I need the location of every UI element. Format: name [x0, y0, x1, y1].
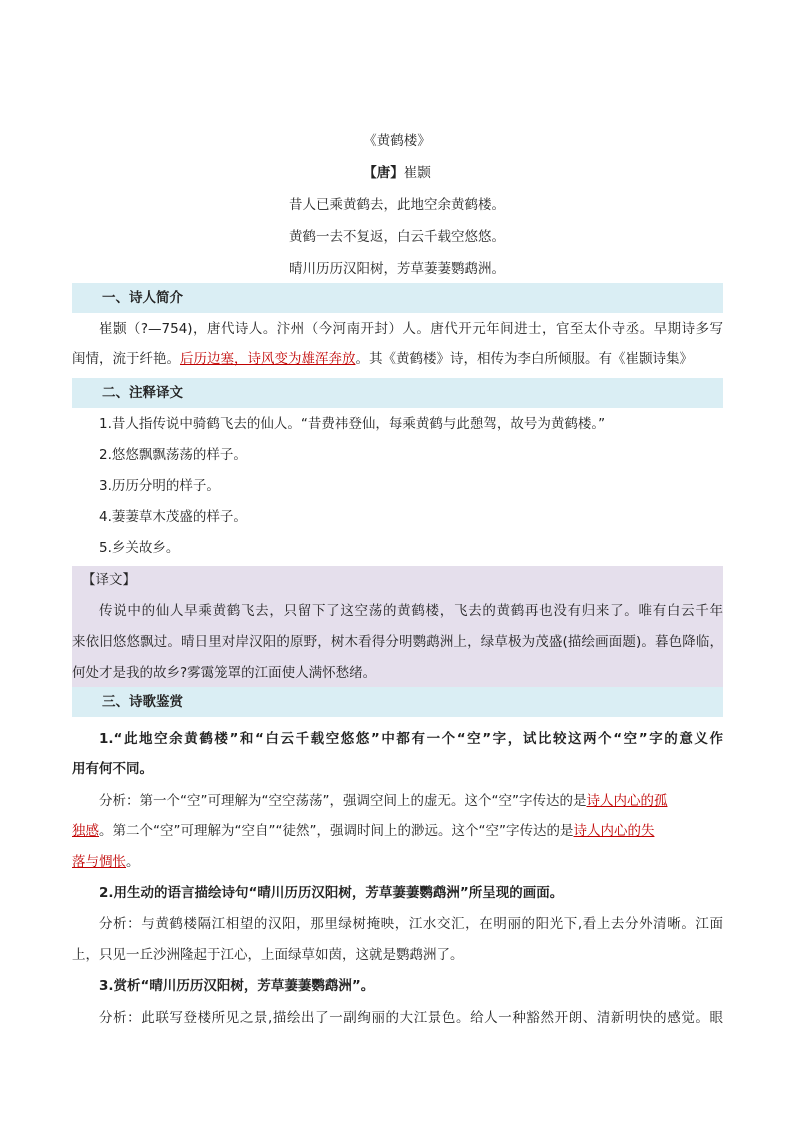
- author-name: 崔颢: [403, 165, 431, 181]
- translation-line: 来依旧悠悠飘过。晴日里对岸汉阳的原野，树木看得分明鹦鹉洲上，绿草极为茂盛(描绘画面题)。暮色降临，: [72, 634, 723, 650]
- answer-2-line: 上，只见一丘沙洲隆起于江心，上面绿草如茵，这就是鹦鹉洲了。: [72, 947, 464, 963]
- answer-1-line: 落与惆怅。: [72, 854, 140, 870]
- poet-intro-line: 崔颢（?—754)，唐代诗人。汴州（今河南开封）人。唐代开元年间进士，官至太仆寺丞。早期诗多写: [99, 321, 723, 337]
- underlined-phrase: 诗人内心的孤: [586, 793, 668, 809]
- question-3: 3.赏析“晴川历历汉阳树，芳草萋萋鹦鹉洲”。: [99, 978, 375, 994]
- poem-line: 晴川历历汉阳树，芳草萋萋鹦鹉洲。: [289, 261, 505, 277]
- translation-heading: 【译文】: [82, 572, 136, 588]
- section-heading-notes: 二、注释译文: [72, 378, 723, 408]
- note-item: 5.乡关故乡。: [99, 540, 180, 556]
- question-1-cont: 用有何不同。: [72, 761, 153, 777]
- question-2: 2.用生动的语言描绘诗句“晴川历历汉阳树，芳草萋萋鹦鹉洲”所呈现的画面。: [99, 885, 564, 901]
- answer-2-line: 分析：与黄鹤楼隔江相望的汉阳，那里绿树掩映，江水交汇，在明丽的阳光下,看上去分外清晰。江面: [99, 916, 723, 932]
- note-item: 4.萋萋草木茂盛的样子。: [99, 509, 247, 525]
- translation-line: 何处才是我的故乡?雾霭笼罩的江面使人满怀愁绪。: [72, 665, 377, 681]
- note-item: 3.历历分明的样子。: [99, 478, 220, 494]
- section-heading-poet-intro: 一、诗人简介: [72, 283, 723, 313]
- dynasty-tag: 【唐】: [363, 165, 404, 181]
- section-heading-appreciation: 三、诗歌鉴赏: [72, 687, 723, 717]
- underlined-phrase: 诗人内心的失: [573, 823, 655, 839]
- poet-intro-line: 闺情，流于纤艳。后历边塞，诗风变为雄浑奔放。其《黄鹤楼》诗，相传为李白所倾服。有《崔颢诗集》: [72, 351, 693, 367]
- poem-title: 《黄鹤楼》: [363, 133, 431, 149]
- question-1: 1.“此地空余黄鹤楼”和“白云千载空悠悠”中都有一个“空”字，试比较这两个“空”字的意义作: [99, 731, 723, 747]
- underlined-phrase: 落与惆怅: [72, 854, 126, 870]
- note-item: 1.昔人指传说中骑鹤飞去的仙人。“昔费祎登仙，每乘黄鹤与此憩驾，故号为黄鹤楼。”: [99, 416, 606, 432]
- poem-line: 昔人已乘黄鹤去，此地空余黄鹤楼。: [289, 197, 505, 213]
- poem-author: [0, 163, 794, 183]
- underlined-phrase: 独感: [72, 823, 99, 839]
- answer-3-line: 分析：此联写登楼所见之景,描绘出了一副绚丽的大江景色。给人一种豁然开朗、清新明快的感觉。眼: [99, 1010, 723, 1026]
- translation-line: 传说中的仙人早乘黄鹤飞去，只留下了这空荡的黄鹤楼，飞去的黄鹤再也没有归来了。唯有白云千年: [99, 603, 723, 619]
- poem-line: 黄鹤一去不复返，白云千载空悠悠。: [289, 229, 505, 245]
- answer-1-line: 分析：第一个“空”可理解为“空空荡荡”，强调空间上的虚无。这个“空”字传达的是诗人内心的孤: [99, 793, 668, 809]
- note-item: 2.悠悠飘飘荡荡的样子。: [99, 447, 247, 463]
- answer-1-line: 独感。第二个“空”可理解为“空自”“徒然”，强调时间上的渺远。这个“空”字传达的是诗人内心的失: [72, 823, 655, 839]
- underlined-phrase: 后历边塞，诗风变为雄浑奔放: [180, 351, 356, 367]
